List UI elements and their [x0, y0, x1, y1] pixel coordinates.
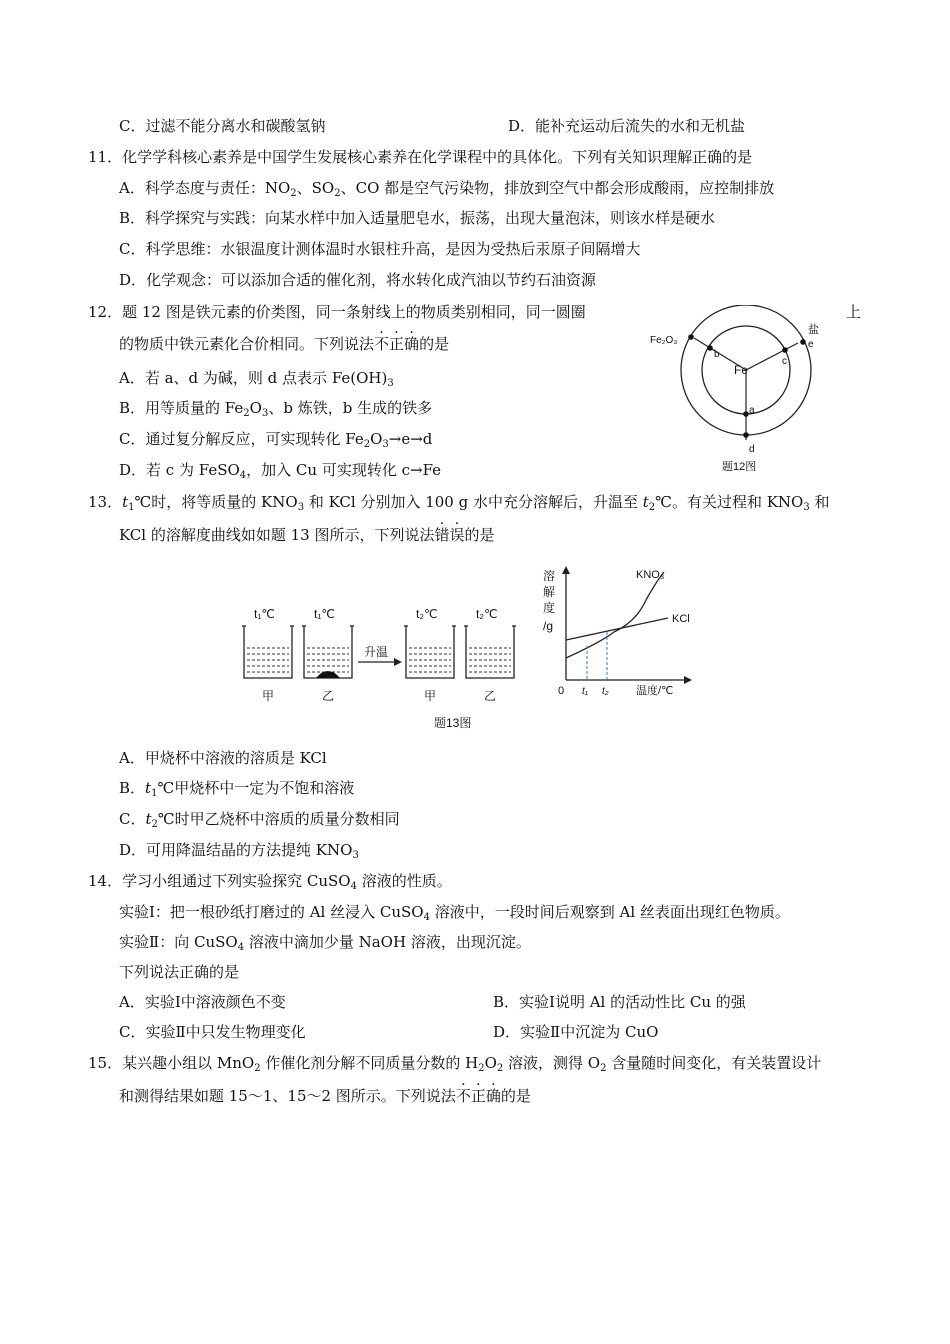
q15-stem-line2: [119, 1086, 531, 1106]
point-d: [743, 432, 749, 438]
q12-emph-2: 正: [389, 335, 405, 353]
q13-s3: 2: [648, 502, 656, 513]
q10-option-d: D．能补充运动后流失的水和无机盐: [508, 117, 746, 135]
q14-stem-p1: 学习小组通过下列实验探究 CuSO: [122, 872, 351, 890]
q14-stem-sub: 4: [350, 881, 357, 892]
q11-number: 11．: [88, 148, 123, 166]
q13-p3: ℃。有关过程和 KNO: [655, 493, 804, 511]
q13-option-c: [119, 809, 400, 829]
q13-t2: t: [642, 493, 649, 511]
q15-emph-2: 正: [470, 1087, 486, 1105]
beaker-1-temp: t₁℃: [254, 607, 275, 621]
beaker-2-label: 乙: [322, 689, 335, 703]
ylabel-3: 度: [543, 601, 556, 615]
beaker-2-temp: t₁℃: [314, 607, 335, 621]
q14-exp2-p1: 实验Ⅱ：向 CuSO: [119, 933, 238, 951]
heat-arrow: [358, 658, 402, 666]
q13-c-p0: C．: [119, 810, 146, 828]
q12-figure: [648, 305, 838, 475]
q11-option-a: A．科学态度与责任：$NO_2$、$SO_2$、CO 都是空气污染物，排放到空气中都会形成酸雨，应控制排放: [119, 179, 775, 199]
q15-number: 15．: [88, 1054, 123, 1072]
q14-exp1-p1: 实验Ⅰ：把一根砂纸打磨过的 Al 丝浸入 CuSO: [119, 903, 424, 921]
q13-t1: t: [122, 493, 129, 511]
q13-stem2-pre: KCl 的溶解度曲线如如题 13 图所示，下列说法: [119, 526, 435, 544]
q12-c-s2: 3: [382, 439, 389, 450]
q10-option-c: C．过滤不能分离水和碳酸氢钠: [119, 117, 326, 135]
q12-emph-3: 确: [404, 335, 420, 353]
q13-c-p1: ℃时甲乙烧杯中溶质的质量分数相同: [157, 810, 400, 828]
q13-option-a: A．甲烧杯中溶液的溶质是 KCl: [119, 749, 327, 767]
q15-p5: 含量随时间变化，有关装置设计: [606, 1054, 822, 1072]
q15-stem2-pre: 和测得结果如题 15～1、15～2 图所示。下列说法: [119, 1087, 456, 1105]
q15-s1: 2: [254, 1063, 261, 1074]
q15-emph-1: 不: [455, 1087, 471, 1105]
beaker-2: [302, 626, 354, 678]
q13-p1: ℃时，将等质量的 KNO: [134, 493, 298, 511]
q13-stem-line2: [119, 525, 495, 545]
q13-b-sub: 1: [151, 788, 158, 799]
q13-s1: 1: [128, 502, 135, 513]
label-b: b: [714, 349, 720, 360]
label-salt: 盐: [808, 324, 819, 336]
q12-c-p2: O: [370, 430, 383, 448]
q12-option-d: [119, 460, 441, 480]
q15-p1: 某兴趣小组以 MnO: [122, 1054, 255, 1072]
q13-d-p1: D．可用降温结晶的方法提纯 KNO: [119, 841, 353, 859]
q12-c-p1: C．通过复分解反应，可实现转化 Fe: [119, 430, 364, 448]
beaker-3-temp: t₂℃: [416, 607, 438, 621]
q12-c-p3: →e→d: [388, 430, 433, 448]
beaker-4: [464, 626, 516, 678]
q13-b-t: t: [145, 779, 152, 797]
solubility-graph: [543, 566, 692, 697]
q15-s4: 2: [600, 1063, 607, 1074]
point-e: [800, 339, 806, 345]
q13-c-t: t: [145, 810, 152, 828]
q13-p4: 和: [809, 493, 830, 511]
q14-option-b: B．实验Ⅰ说明 Al 的活动性比 Cu 的强: [493, 993, 746, 1011]
ylabel-2: 解: [543, 585, 556, 599]
beaker-4-temp: t₂℃: [476, 607, 498, 621]
q12-d-s1: 4: [239, 470, 247, 481]
kcl-label: KCl: [672, 613, 690, 625]
q15-stem-line1: [88, 1053, 821, 1073]
label-c: c: [782, 356, 787, 367]
q15-p3: O: [484, 1054, 497, 1072]
q12-a-part1: A．若 a、d 为碱，则 d 点表示 Fe(OH): [119, 369, 388, 387]
q12-option-c: [119, 429, 432, 449]
q14-number: 14．: [88, 872, 123, 890]
label-e: e: [808, 339, 814, 350]
q13-number: 13．: [88, 493, 123, 511]
q12-c-s1: 2: [363, 439, 371, 450]
q14-experiment-2: [119, 932, 531, 952]
q12-stem-line1-end: 上: [846, 303, 862, 321]
q12-stem-line1: [88, 302, 586, 322]
q11-option-d: D．化学观念：可以添加合适的催化剂，将水转化成汽油以节约石油资源: [119, 271, 597, 289]
q15-stem2-post: 的是: [500, 1087, 531, 1105]
point-b: [707, 345, 713, 351]
q14-option-a: A．实验Ⅰ中溶液颜色不变: [119, 993, 286, 1011]
q15-s2: 2: [478, 1063, 485, 1074]
label-fe2o3: Fe₂O₃: [650, 335, 678, 346]
ylabel-1: 溶: [543, 569, 556, 583]
q13-s2: 3: [297, 502, 305, 513]
beaker-3-label: 甲: [424, 689, 437, 703]
q13-stem-line1: [88, 492, 830, 512]
q13-d-sub: 3: [352, 850, 359, 861]
q11-stem: [88, 147, 752, 167]
q14-exp1-p2: 溶液中，一段时间后观察到 Al 丝表面出现红色物质。: [429, 903, 790, 921]
q12-d-p1: D．若 c 为 FeSO: [119, 461, 240, 479]
q12-option-b: [119, 398, 432, 418]
q15-p4: 溶液，测得 O: [503, 1054, 601, 1072]
q13-emph-2: 误: [449, 526, 465, 544]
q15-p2: 作催化剂分解不同质量分数的 H: [260, 1054, 479, 1072]
q13-b-p0: B．: [119, 779, 146, 797]
q11-a-part3: 、CO 都是空气污染物，排放到空气中都会形成酸雨，应控制排放: [340, 179, 775, 197]
origin-label: 0: [558, 685, 565, 697]
tick-t2: t₂: [602, 686, 609, 697]
q13-option-b: [119, 778, 354, 798]
q11-a-part2: 、SO: [296, 179, 335, 197]
q14-stem-p2: 溶液的性质。: [356, 872, 452, 890]
beaker-3: [404, 626, 456, 678]
q13-emph-1: 错: [434, 526, 450, 544]
beaker-1-label: 甲: [262, 689, 275, 703]
q13-figure: [236, 560, 706, 735]
q12-option-a: [119, 368, 394, 388]
point-a: [743, 411, 749, 417]
q14-stem: [88, 871, 452, 891]
q11-stem-text: 化学学科核心素养是中国学生发展核心素养在化学课程中的具体化。下列有关知识理解正确的是: [122, 148, 753, 166]
q12-stem-line2: [119, 334, 449, 354]
beaker-4-label: 乙: [484, 689, 497, 703]
q12-stem2-pre: 的物质中铁元素化合价相同。下列说法: [119, 335, 375, 353]
q12-b-p3: 、b 炼铁，b 生成的铁多: [268, 399, 433, 417]
q12-stem1: 题 12 图是铁元素的价类图，同一条射线上的物质类别相同，同一圆圈: [122, 303, 586, 321]
q11-a-part1: A．科学态度与责任：NO: [119, 179, 291, 197]
q12-b-p2: O: [249, 399, 262, 417]
point-fe2o3: [688, 334, 694, 340]
q14-option-d: D．实验Ⅱ中沉淀为 CuO: [493, 1023, 659, 1041]
label-d: d: [749, 444, 755, 455]
q13-p2: 和 KCl 分别加入 100 g 水中充分溶解后，升温至: [304, 493, 643, 511]
q14-exp1-sub: 4: [423, 912, 430, 923]
q14-exp2-p2: 溶液中滴加少量 NaOH 溶液，出现沉淀。: [244, 933, 531, 951]
q14-question: 下列说法正确的是: [119, 963, 240, 981]
q13-option-d: [119, 840, 359, 860]
q12-caption: 题12图: [722, 461, 757, 473]
kno3-label: KNO₃: [636, 569, 665, 581]
q14-exp2-sub: 4: [237, 942, 245, 953]
q12-d-p2: ，加入 Cu 可实现转化 c→Fe: [246, 461, 442, 479]
q14-experiment-1: [119, 902, 790, 922]
q11-option-c: C．科学思维：水银温度计测体温时水银柱升高，是因为受热后汞原子间隔增大: [119, 240, 641, 258]
q14-option-c: C．实验Ⅱ中只发生物理变化: [119, 1023, 306, 1041]
q13-b-p1: ℃甲烧杯中一定为不饱和溶液: [157, 779, 355, 797]
q13-s4: 3: [803, 502, 810, 513]
heat-label: 升温: [364, 645, 389, 659]
q13-stem2-post: 的是: [464, 526, 495, 544]
kcl-curve: [566, 618, 668, 640]
q13-caption: 题13图: [434, 716, 472, 730]
q15-s3: 2: [496, 1063, 504, 1074]
kno3-curve: [566, 572, 664, 658]
ylabel-4: /g: [543, 619, 554, 633]
xlabel: 温度/℃: [636, 685, 674, 697]
tick-t1: t₁: [582, 686, 588, 697]
q12-emph-1: 不: [374, 335, 390, 353]
q13-c-sub: 2: [151, 819, 158, 830]
q11-option-b: B．科学探究与实践：向某水样中加入适量肥皂水，振荡，出现大量泡沫，则该水样是硬水: [119, 209, 716, 227]
label-fe: Fe: [734, 363, 749, 377]
q12-number: 12．: [88, 303, 123, 321]
q12-stem2-post: 的是: [419, 335, 450, 353]
q15-emph-3: 确: [485, 1087, 501, 1105]
q12-b-s2: 3: [261, 408, 269, 419]
q12-a-sub: 3: [387, 378, 394, 389]
beaker-1: [242, 626, 294, 678]
point-c: [782, 347, 788, 353]
q12-b-s1: 2: [243, 408, 250, 419]
q12-b-p1: B．用等质量的 Fe: [119, 399, 244, 417]
label-a: a: [749, 405, 755, 416]
